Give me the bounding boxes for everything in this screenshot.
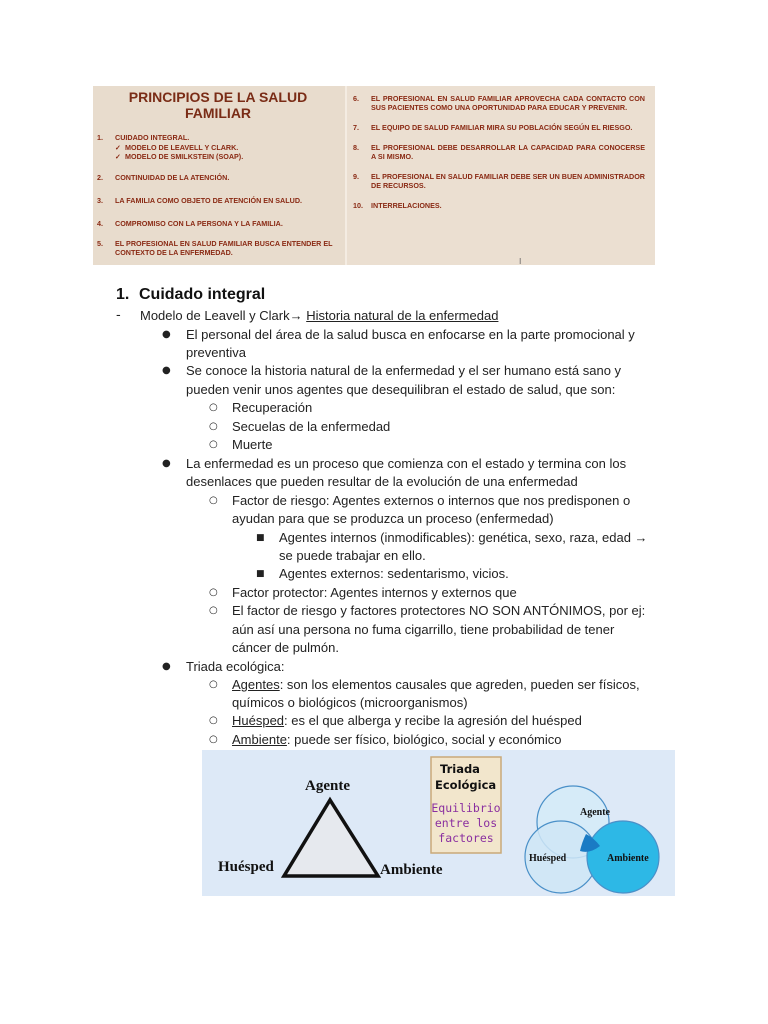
list-item: Se conoce la historia natural de la enfermedad y el ser humano está sano y xyxy=(186,363,622,378)
list-item: Factor de riesgo: Agentes externos o internos que nos predisponen o xyxy=(232,493,631,508)
list-item-continuation: aún así una persona no fuma cigarrillo, tiene probabilidad de tener xyxy=(232,622,615,637)
list-item: Huésped: es el que alberga y recibe la agresión del huésped xyxy=(232,713,582,728)
principle-item: 10. INTERRELACIONES. xyxy=(353,201,442,210)
circle-marker: ○ xyxy=(209,587,218,598)
triad-triangle xyxy=(284,800,378,876)
triangle-label-huesped: Huésped xyxy=(218,859,274,875)
circle-marker: ○ xyxy=(209,715,218,726)
list-item: Agentes internos (inmodificables): genética, sexo, raza, edad → xyxy=(279,530,648,545)
term-huesped: Huésped xyxy=(232,713,285,728)
section-number: 1. xyxy=(116,286,130,303)
section-heading xyxy=(116,285,265,305)
check-icon: ✓ xyxy=(115,143,122,152)
principle-item: 7. EL EQUIPO DE SALUD FAMILIAR MIRA SU POBLACIÓN SEGÚN EL RIESGO. xyxy=(353,123,633,132)
model-link-text: Historia natural de la enfermedad xyxy=(306,308,499,323)
circle-marker: ○ xyxy=(209,495,218,506)
list-item-continuation: ayudan para que se produzca un proceso (enfermedad) xyxy=(232,511,554,526)
list-item: La enfermedad es un proceso que comienza con el estado y termina con los xyxy=(186,456,627,471)
circle-marker: ○ xyxy=(209,421,218,432)
principle-item: 9. EL PROFESIONAL EN SALUD FAMILIAR DEBE SER UN BUEN ADMINISTRADOR DE RECURSOS. xyxy=(353,172,645,190)
principle-item: 3. LA FAMILIA COMO OBJETO DE ATENCIÓN EN SALUD. xyxy=(97,196,303,205)
list-item-continuation: químicos o biológicos (microorganismos) xyxy=(232,695,468,710)
list-item: Triada ecológica: xyxy=(186,659,285,674)
list-item: Muerte xyxy=(232,437,273,452)
triad-figure xyxy=(202,750,675,896)
square-marker: ■ xyxy=(256,533,265,543)
bullet-marker: ● xyxy=(162,458,171,469)
list-item-continuation: preventiva xyxy=(186,345,246,360)
triangle-label-agente: Agente xyxy=(305,778,350,794)
list-item-continuation: cáncer de pulmón. xyxy=(232,640,339,655)
principles-right-column xyxy=(347,86,655,265)
principles-left-column xyxy=(93,86,345,265)
list-item: Secuelas de la enfermedad xyxy=(232,419,391,434)
venn-label-ambiente: Ambiente xyxy=(607,853,649,864)
list-item-continuation: se puede trabajar en ello. xyxy=(279,548,426,563)
box-title-line1: Triada xyxy=(440,762,480,776)
list-item: Agentes: son los elementos causales que agreden, pueden ser físicos, xyxy=(232,677,640,692)
principle-item: 6. EL PROFESIONAL EN SALUD FAMILIAR APROVECHA CADA CONTACTO CON SUS PACIENTES COMO UNA OPORTUNIDAD PARA EDUCAR Y PREVENIR. xyxy=(353,94,645,112)
term-agentes: Agentes xyxy=(232,677,280,692)
text-cursor-icon: I xyxy=(519,257,522,265)
list-item: Recuperación xyxy=(232,400,313,415)
circle-marker: ○ xyxy=(209,734,218,745)
list-item: Factor protector: Agentes internos y externos que xyxy=(232,585,517,600)
list-item-continuation: pueden venir unos agentes que desequilibran el estado de salud, que son: xyxy=(186,382,616,397)
principles-title: PRINCIPIOS DE LA SALUD FAMILIAR xyxy=(128,89,308,121)
venn-label-huesped: Huésped xyxy=(529,853,567,864)
circle-marker: ○ xyxy=(209,439,218,450)
principle-item: 2. CONTINUIDAD DE LA ATENCIÓN. xyxy=(97,173,230,182)
check-icon: ✓ xyxy=(115,152,122,161)
list-item: Ambiente: puede ser físico, biológico, social y económico xyxy=(232,732,562,747)
section-title: Cuidado integral xyxy=(139,286,266,303)
principle-item: 5. EL PROFESIONAL EN SALUD FAMILIAR BUSCA ENTENDER EL CONTEXTO DE LA ENFERMEDAD. xyxy=(97,239,333,257)
principle-item: 4. COMPROMISO CON LA PERSONA Y LA FAMILIA. xyxy=(97,219,283,228)
bullet-marker: ● xyxy=(162,661,171,672)
principles-slide-image xyxy=(93,86,655,265)
principle-item: 1. CUIDADO INTEGRAL. xyxy=(97,133,190,142)
principle-item: 8. EL PROFESIONAL DEBE DESARROLLAR LA CAPACIDAD PARA CONOCERSE A SI MISMO. xyxy=(353,143,645,161)
bullet-marker: ● xyxy=(162,365,171,376)
box-body-line1: Equilibrio xyxy=(431,801,501,815)
dash-marker: - xyxy=(116,308,121,323)
bullet-marker: ● xyxy=(162,329,171,340)
venn-label-agente: Agente xyxy=(580,807,610,818)
box-body-line2: entre los xyxy=(434,816,498,830)
principle-sub-item: ✓ MODELO DE LEAVELL Y CLARK. xyxy=(115,143,239,152)
triangle-label-ambiente: Ambiente xyxy=(380,862,443,878)
list-item: El personal del área de la salud busca en enfocarse en la parte promocional y xyxy=(186,327,635,342)
square-marker: ■ xyxy=(256,569,265,579)
list-item: El factor de riesgo y factores protectores NO SON ANTÓNIMOS, por ej: xyxy=(232,603,646,618)
box-body-line3: factores xyxy=(438,831,494,845)
list-item-continuation: desenlaces que pueden resultar de la evolución de una enfermedad xyxy=(186,474,578,489)
box-title-line2: Ecológica xyxy=(435,778,497,792)
circle-marker: ○ xyxy=(209,679,218,690)
circle-marker: ○ xyxy=(209,605,218,616)
list-item: Modelo de Leavell y Clark→ Historia natural de la enfermedad xyxy=(140,308,499,323)
principle-sub-item: ✓ MODELO DE SMILKSTEIN (SOAP). xyxy=(115,152,244,161)
list-item: Agentes externos: sedentarismo, vicios. xyxy=(279,566,509,581)
term-ambiente: Ambiente xyxy=(232,732,287,747)
circle-marker: ○ xyxy=(209,402,218,413)
triad-diagram xyxy=(202,750,675,896)
